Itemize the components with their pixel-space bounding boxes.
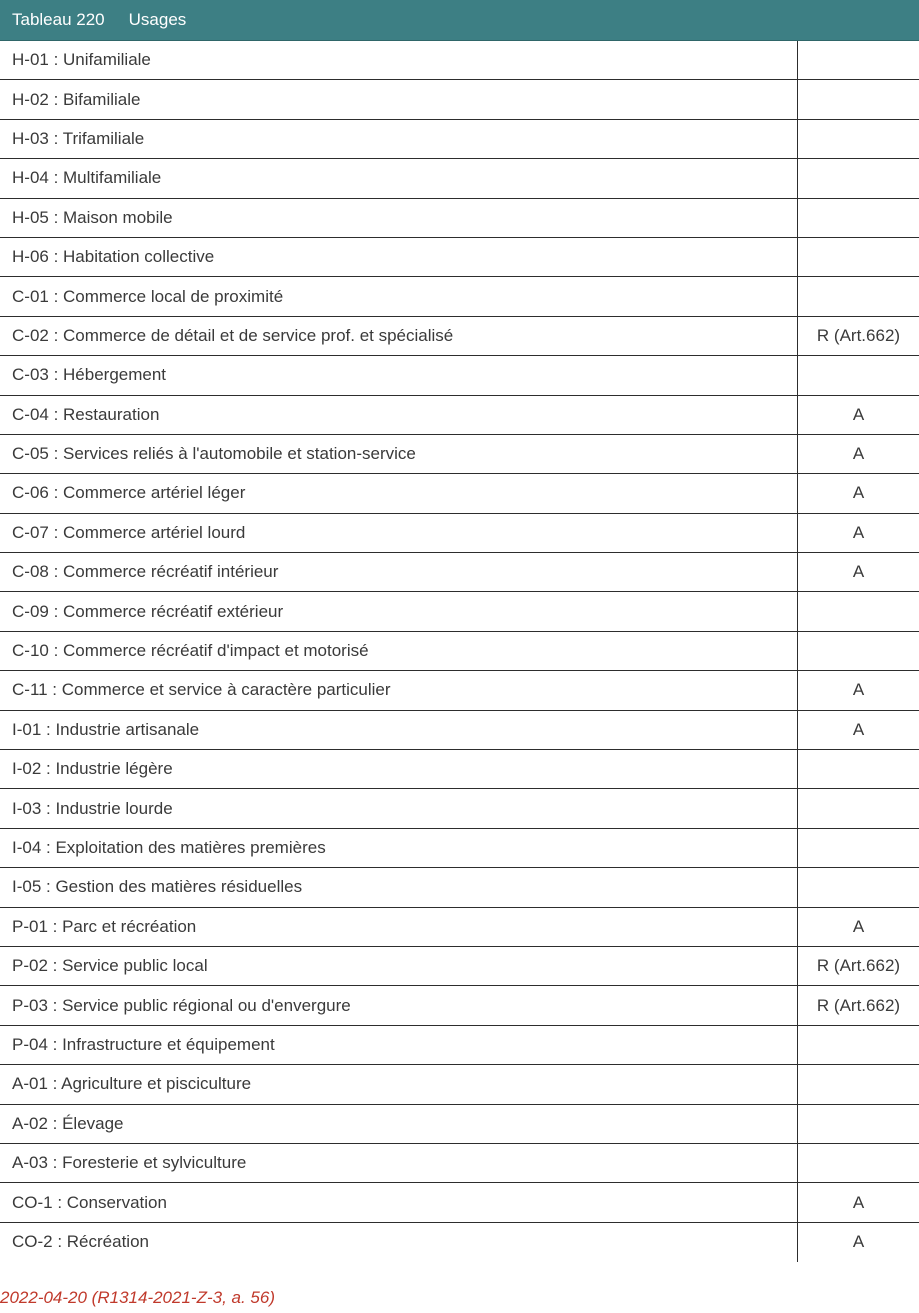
- value-cell: A: [797, 671, 919, 709]
- table-row: [0, 671, 919, 710]
- usage-cell: H-04 : Multifamiliale: [12, 168, 162, 188]
- usage-cell: C-06 : Commerce artériel léger: [12, 483, 246, 503]
- table-row: [0, 908, 919, 947]
- value-cell: A: [797, 711, 919, 749]
- value-cell: R (Art.662): [797, 986, 919, 1024]
- usage-cell: I-05 : Gestion des matières résiduelles: [12, 877, 303, 897]
- table-row: [0, 317, 919, 356]
- table-row: [0, 41, 919, 80]
- value-cell: [797, 1144, 919, 1182]
- table-row: [0, 120, 919, 159]
- value-cell: [797, 789, 919, 827]
- value-cell: A: [797, 396, 919, 434]
- table-row: [0, 789, 919, 828]
- usage-cell: P-01 : Parc et récréation: [12, 916, 197, 936]
- usage-cell: C-02 : Commerce de détail et de service prof. et spécialisé: [12, 325, 454, 345]
- value-cell: R (Art.662): [797, 317, 919, 355]
- usage-cell: C-03 : Hébergement: [12, 365, 167, 385]
- table-row: [0, 277, 919, 316]
- value-cell: [797, 199, 919, 237]
- usage-cell: CO-2 : Récréation: [12, 1232, 149, 1252]
- table-row: [0, 159, 919, 198]
- usage-cell: A-01 : Agriculture et pisciculture: [12, 1074, 252, 1094]
- value-cell: [797, 750, 919, 788]
- table-row: [0, 553, 919, 592]
- value-cell: [797, 1105, 919, 1143]
- table-row: [0, 396, 919, 435]
- value-cell: A: [797, 1183, 919, 1221]
- table-row: [0, 986, 919, 1025]
- table-row: [0, 474, 919, 513]
- value-cell: [797, 632, 919, 670]
- table-row: [0, 1183, 919, 1222]
- value-cell: A: [797, 514, 919, 552]
- amendment-footnote: 2022-04-20 (R1314-2021-Z-3, a. 56): [0, 1288, 275, 1307]
- value-cell: [797, 1026, 919, 1064]
- table-header: [0, 0, 919, 41]
- value-cell: R (Art.662): [797, 947, 919, 985]
- table-row: [0, 199, 919, 238]
- usage-cell: C-01 : Commerce local de proximité: [12, 286, 284, 306]
- usage-cell: H-01 : Unifamiliale: [12, 50, 151, 70]
- usage-cell: P-03 : Service public régional ou d'envergure: [12, 995, 351, 1015]
- table-row: [0, 356, 919, 395]
- usage-cell: I-02 : Industrie légère: [12, 759, 173, 779]
- value-cell: A: [797, 908, 919, 946]
- table-row: [0, 80, 919, 119]
- usage-cell: A-03 : Foresterie et sylviculture: [12, 1153, 247, 1173]
- usage-cell: I-01 : Industrie artisanale: [12, 719, 200, 739]
- usage-cell: H-06 : Habitation collective: [12, 247, 215, 267]
- value-cell: [797, 356, 919, 394]
- table-row: [0, 1065, 919, 1104]
- usage-cell: A-02 : Élevage: [12, 1113, 124, 1133]
- value-cell: A: [797, 553, 919, 591]
- usage-cell: C-10 : Commerce récréatif d'impact et motorisé: [12, 641, 369, 661]
- usage-cell: C-05 : Services reliés à l'automobile et station-service: [12, 444, 416, 464]
- table-row: [0, 238, 919, 277]
- usage-cell: C-07 : Commerce artériel lourd: [12, 522, 246, 542]
- table-row: [0, 829, 919, 868]
- table-row: [0, 632, 919, 671]
- table-row: [0, 868, 919, 907]
- usage-cell: I-03 : Industrie lourde: [12, 798, 173, 818]
- table-row: [0, 947, 919, 986]
- usage-cell: H-05 : Maison mobile: [12, 207, 173, 227]
- table-row: [0, 1144, 919, 1183]
- table-row: [0, 1223, 919, 1262]
- usage-cell: C-08 : Commerce récréatif intérieur: [12, 562, 279, 582]
- table-row: [0, 592, 919, 631]
- value-cell: A: [797, 1223, 919, 1262]
- value-cell: [797, 868, 919, 906]
- usage-cell: P-02 : Service public local: [12, 956, 208, 976]
- value-cell: [797, 277, 919, 315]
- table-row: [0, 1026, 919, 1065]
- usage-table: [0, 41, 919, 1262]
- usage-cell: C-09 : Commerce récréatif extérieur: [12, 601, 284, 621]
- table-row: [0, 750, 919, 789]
- usage-cell: H-02 : Bifamiliale: [12, 89, 141, 109]
- usage-cell: I-04 : Exploitation des matières premières: [12, 838, 326, 857]
- value-cell: [797, 120, 919, 158]
- usage-cell: H-03 : Trifamiliale: [12, 128, 145, 148]
- value-cell: [797, 592, 919, 630]
- usage-cell: CO-1 : Conservation: [12, 1192, 167, 1212]
- table-row: [0, 435, 919, 474]
- value-cell: [797, 238, 919, 276]
- usage-cell: C-04 : Restauration: [12, 404, 160, 424]
- value-cell: [797, 829, 919, 867]
- table-title: Usages: [128, 10, 187, 29]
- table-row: [0, 1105, 919, 1144]
- value-cell: A: [797, 474, 919, 512]
- value-cell: [797, 159, 919, 197]
- value-cell: A: [797, 435, 919, 473]
- value-cell: [797, 1065, 919, 1103]
- usage-cell: C-11 : Commerce et service à caractère particulier: [12, 680, 391, 700]
- value-cell: [797, 41, 919, 79]
- value-cell: [797, 80, 919, 118]
- table-number: Tableau 220: [12, 10, 105, 29]
- usage-cell: P-04 : Infrastructure et équipement: [12, 1034, 275, 1054]
- table-row: [0, 514, 919, 553]
- table-row: [0, 711, 919, 750]
